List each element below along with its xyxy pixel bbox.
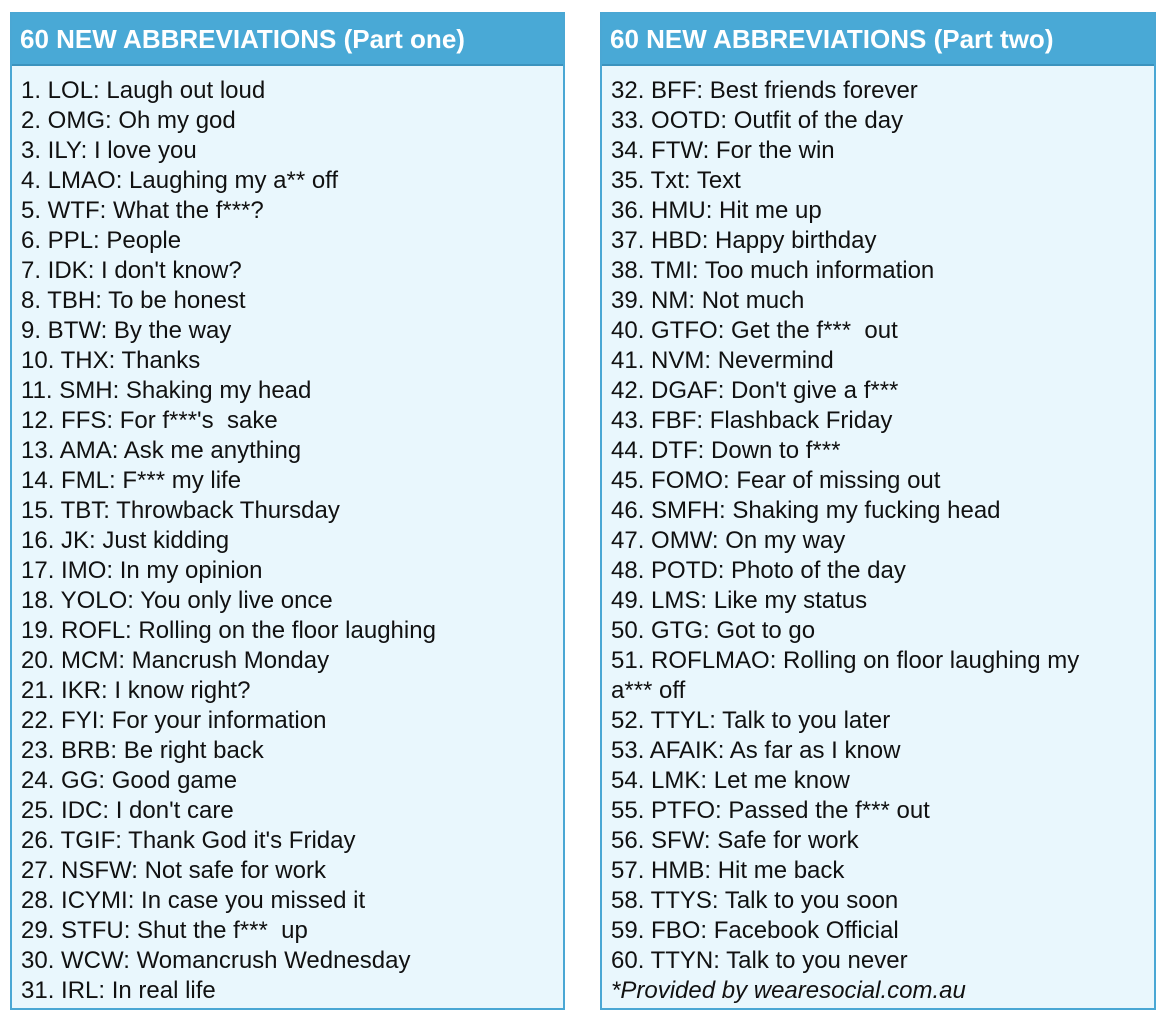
abbreviation-item: 55. PTFO: Passed the f*** out xyxy=(611,797,930,824)
abbreviation-item: 41. NVM: Nevermind xyxy=(611,347,834,374)
abbreviation-item: 20. MCM: Mancrush Monday xyxy=(21,647,330,674)
abbreviation-item: 32. BFF: Best friends forever xyxy=(611,77,918,104)
abbreviation-list-part-one xyxy=(12,66,563,1006)
abbreviation-item: 18. YOLO: You only live once xyxy=(21,587,333,614)
abbreviation-item: 42. DGAF: Don't give a f*** xyxy=(611,377,899,404)
abbreviation-item: 10. THX: Thanks xyxy=(21,347,201,374)
abbreviation-item: 50. GTG: Got to go xyxy=(611,617,816,644)
abbreviation-item: 40. GTFO: Get the f*** out xyxy=(611,317,898,344)
abbreviation-item: 2. OMG: Oh my god xyxy=(21,107,236,134)
abbreviation-item: 23. BRB: Be right back xyxy=(21,737,264,764)
abbreviation-item: 15. TBT: Throwback Thursday xyxy=(21,497,340,524)
abbreviation-item: 3. ILY: I love you xyxy=(21,137,197,164)
abbreviation-item: 27. NSFW: Not safe for work xyxy=(21,857,326,884)
abbreviation-item: 13. AMA: Ask me anything xyxy=(21,437,302,464)
abbreviation-item: 1. LOL: Laugh out loud xyxy=(21,77,266,104)
abbreviation-item: 34. FTW: For the win xyxy=(611,137,835,164)
abbreviation-item: 52. TTYL: Talk to you later xyxy=(611,707,891,734)
abbreviation-item: 57. HMB: Hit me back xyxy=(611,857,845,884)
abbreviation-item: 6. PPL: People xyxy=(21,227,182,254)
abbreviation-item: 8. TBH: To be honest xyxy=(21,287,246,314)
abbreviations-panel-part-one xyxy=(10,12,565,1010)
panel-title-part-one: 60 NEW ABBREVIATIONS (Part one) xyxy=(12,14,563,66)
abbreviation-item: 12. FFS: For f***'s sake xyxy=(21,407,278,434)
abbreviation-item: 19. ROFL: Rolling on the floor laughing xyxy=(21,617,436,644)
abbreviation-list-part-two xyxy=(602,66,1154,976)
abbreviation-item: 24. GG: Good game xyxy=(21,767,238,794)
abbreviation-item: 60. TTYN: Talk to you never xyxy=(611,947,908,974)
abbreviation-item: 56. SFW: Safe for work xyxy=(611,827,859,854)
abbreviation-item: 38. TMI: Too much information xyxy=(611,257,935,284)
abbreviation-item: 39. NM: Not much xyxy=(611,287,805,314)
abbreviation-item: 26. TGIF: Thank God it's Friday xyxy=(21,827,356,854)
abbreviation-item: a*** off xyxy=(611,677,686,704)
abbreviation-item: 4. LMAO: Laughing my a** off xyxy=(21,167,339,194)
abbreviation-item: 25. IDC: I don't care xyxy=(21,797,234,824)
abbreviations-panel-part-two xyxy=(600,12,1156,1010)
abbreviation-item: 46. SMFH: Shaking my fucking head xyxy=(611,497,1001,524)
abbreviation-item: 45. FOMO: Fear of missing out xyxy=(611,467,941,494)
abbreviation-item: 29. STFU: Shut the f*** up xyxy=(21,917,308,944)
abbreviation-item: 36. HMU: Hit me up xyxy=(611,197,822,224)
abbreviation-item: 43. FBF: Flashback Friday xyxy=(611,407,893,434)
abbreviation-item: 48. POTD: Photo of the day xyxy=(611,557,906,584)
abbreviation-item: 5. WTF: What the f***? xyxy=(21,197,264,224)
abbreviation-item: 53. AFAIK: As far as I know xyxy=(611,737,901,764)
abbreviation-item: 11. SMH: Shaking my head xyxy=(21,377,312,404)
abbreviation-item: 30. WCW: Womancrush Wednesday xyxy=(21,947,411,974)
abbreviation-item: 49. LMS: Like my status xyxy=(611,587,868,614)
abbreviation-item: 21. IKR: I know right? xyxy=(21,677,251,704)
abbreviation-item: 37. HBD: Happy birthday xyxy=(611,227,877,254)
source-footnote: *Provided by wearesocial.com.au xyxy=(611,977,966,1004)
abbreviation-item: 47. OMW: On my way xyxy=(611,527,846,554)
abbreviation-item: 59. FBO: Facebook Official xyxy=(611,917,899,944)
abbreviation-item: 7. IDK: I don't know? xyxy=(21,257,242,284)
abbreviation-item: 16. JK: Just kidding xyxy=(21,527,230,554)
abbreviation-item: 33. OOTD: Outfit of the day xyxy=(611,107,904,134)
abbreviation-item: 28. ICYMI: In case you missed it xyxy=(21,887,366,914)
abbreviation-item: 9. BTW: By the way xyxy=(21,317,232,344)
panel-title-part-two: 60 NEW ABBREVIATIONS (Part two) xyxy=(602,14,1154,66)
abbreviation-item: 35. Txt: Text xyxy=(611,167,741,194)
abbreviation-item: 54. LMK: Let me know xyxy=(611,767,850,794)
abbreviation-item: 58. TTYS: Talk to you soon xyxy=(611,887,899,914)
abbreviation-item: 44. DTF: Down to f*** xyxy=(611,437,841,464)
abbreviation-item: 51. ROFLMAO: Rolling on floor laughing my xyxy=(611,647,1080,674)
abbreviation-item: 22. FYI: For your information xyxy=(21,707,327,734)
abbreviation-item: 31. IRL: In real life xyxy=(21,977,216,1004)
abbreviation-item: 14. FML: F*** my life xyxy=(21,467,242,494)
abbreviation-item: 17. IMO: In my opinion xyxy=(21,557,263,584)
